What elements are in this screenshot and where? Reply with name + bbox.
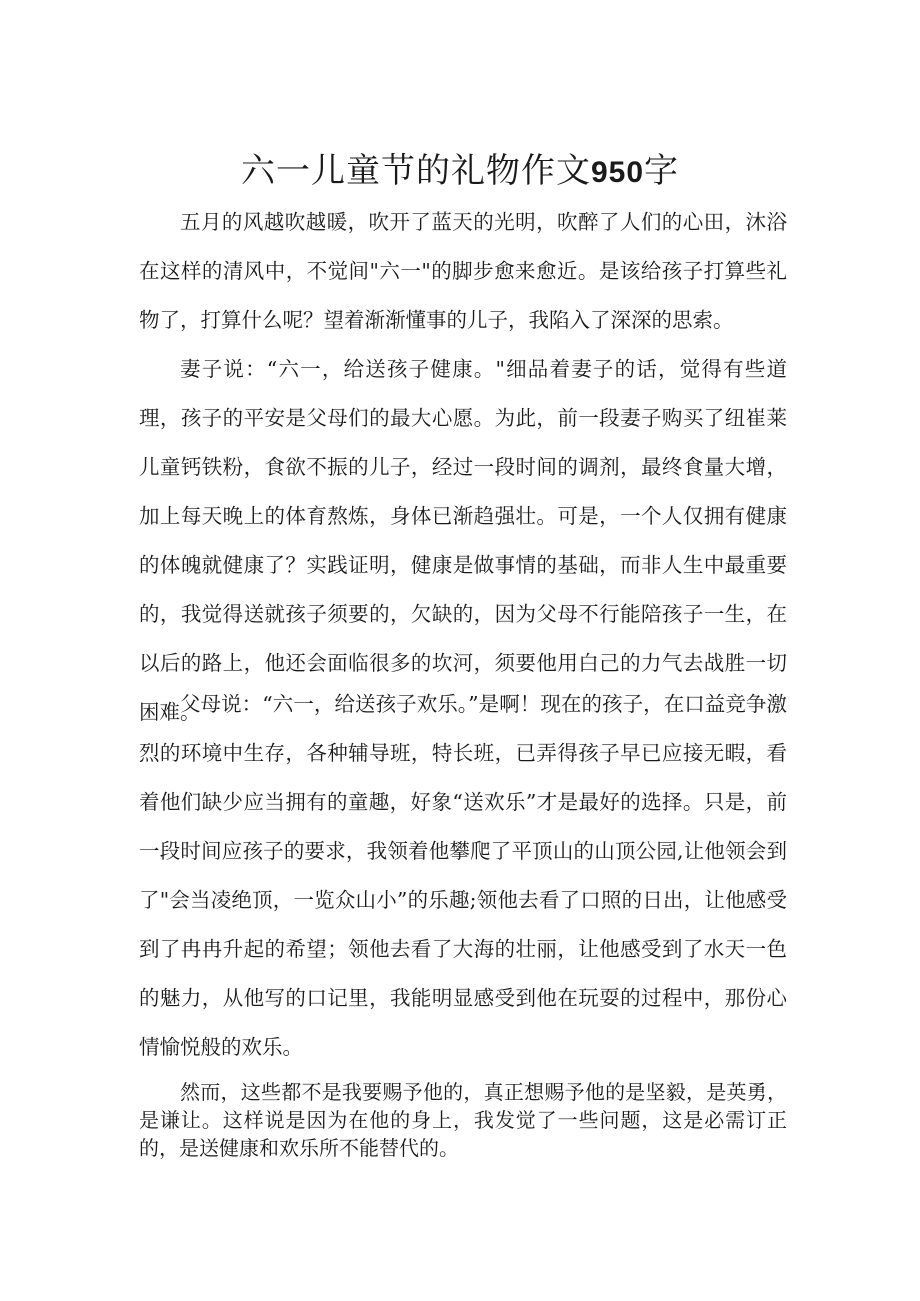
title-suffix: 字 — [644, 150, 680, 191]
paragraph-2: 妻子说：“六一，给送孩子健康。"细品着妻子的话，觉得有些道理，孩子的平安是父母们的最大心愿。为此，前一段妻子购买了纽崔莱儿童钙铁粉，食欲不振的儿子，经过一段时间的调剂，最终食量大增，加上每天晚上的体育熬炼，身体已渐趋强壮。可是，一个人仅拥有健康的体魄就健康了？实践证明，健康是做事情的基础，而非人生中最重要的，我觉得送就孩子须要的，欠缺的，因为父母不行能陪孩子一生，在以后的路上，他还会面临很多的坎河，须要他用白己的力气去战胜一切困难。 — [139, 357, 787, 724]
title-main: 六一儿童节的礼物作文 — [240, 150, 591, 191]
paragraph-4: 然而，这些都不是我要赐予他的，真正想赐予他的是坚毅，是英勇，是谦让。这样说是因为在他的身上，我发觉了一些问题，这是必需订正的，是送健康和欢乐所不能替代的。 — [139, 1080, 787, 1160]
title-number: 950 — [590, 155, 645, 189]
paragraph-1: 五月的风越吹越暖，吹开了蓝天的光明，吹醉了人们的心田，沐浴在这样的清风中，不觉间"六一"的脚步愈来愈近。是该给孩子打算些礼物了，打算什么呢？望着渐渐懂事的儿子，我陷入了深深的思索。 — [139, 210, 787, 332]
document-title — [0, 143, 920, 201]
paragraph-3: 父母说：“六一，给送孩子欢乐。”是啊！现在的孩子，在口益竞争激烈的环境中生存，各种辅导班，特长班，已弄得孩子早已应接无暇，看着他们缺少应当拥有的童趣，好象“送欢乐”才是最好的选择。只是，前一段时间应孩子的要求，我领着他攀爬了平顶山的山顶公园,让他领会到了"会当凌绝顶，一览众山小”的乐趣;领他去看了口照的日出，让他感受到了冉冉升起的希望；领他去看了大海的壮丽，让他感受到了水天一色的魅力，从他写的口记里，我能明显感受到他在玩耍的过程中，那份心情愉悦般的欢乐。 — [139, 692, 787, 1059]
